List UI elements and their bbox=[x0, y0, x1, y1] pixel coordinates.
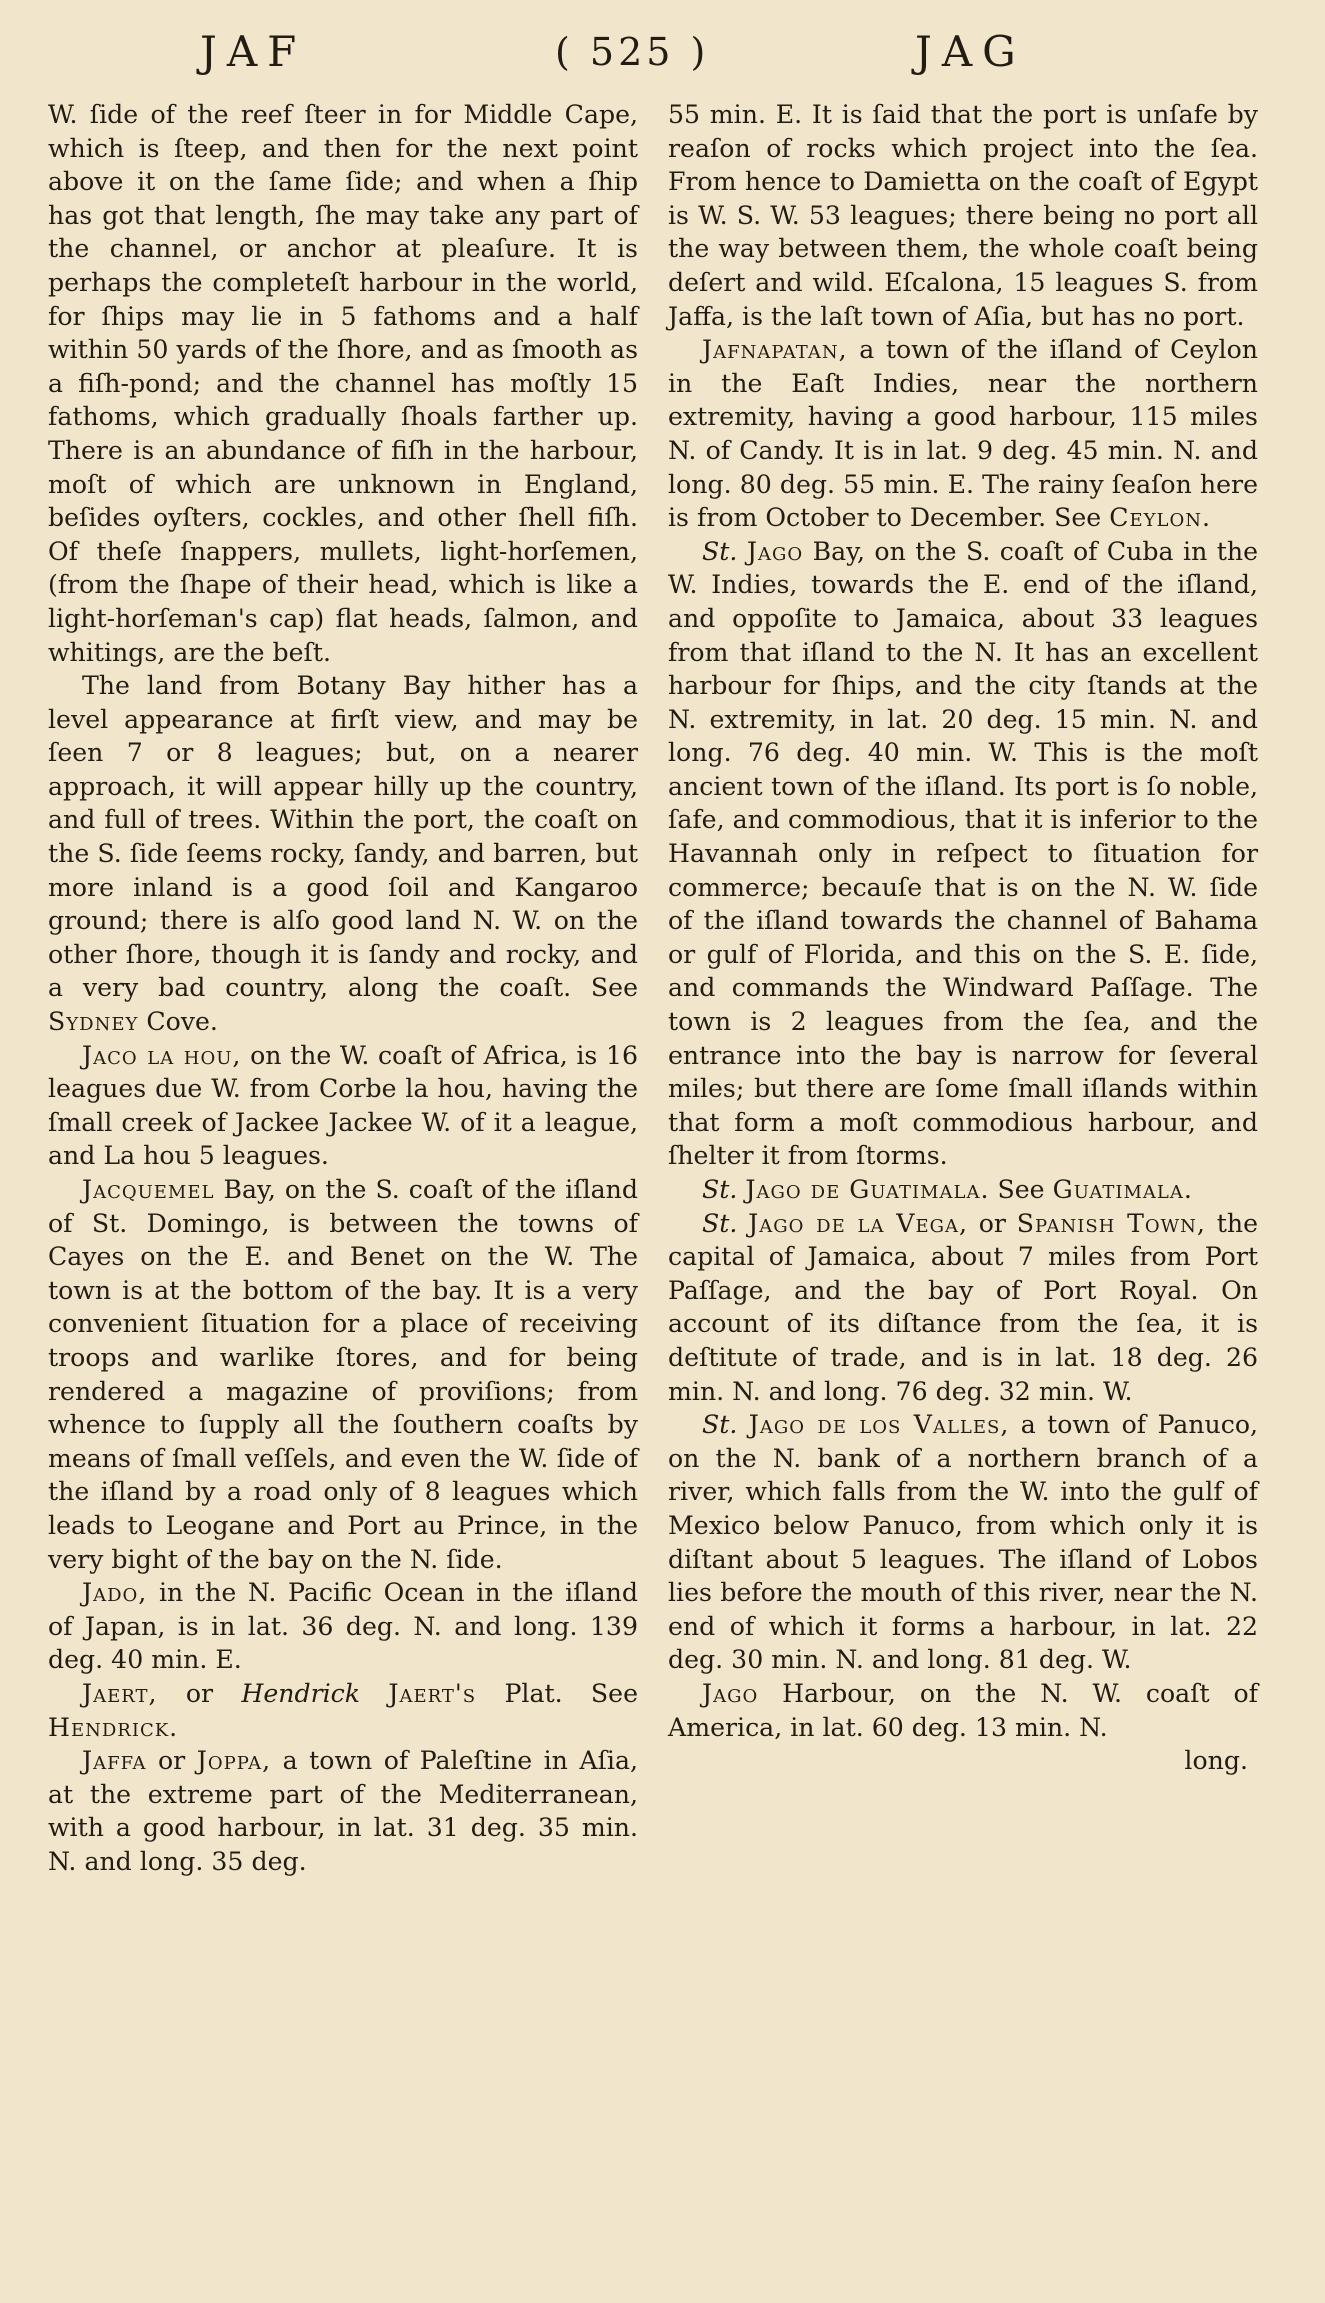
entry-text: or bbox=[185, 1678, 214, 1708]
entry-text: on the W. coaſt of Africa, is 16 leagues due W. from Corbe la hou, having the ſmall creek of Jackee Jackee W. of it a league, and La hou 5 leagues. bbox=[48, 1040, 638, 1171]
entry-st-jago-bay bbox=[668, 535, 1258, 1173]
catchword: long. bbox=[1184, 1746, 1248, 1776]
saint-prefix: St. bbox=[702, 536, 738, 566]
entry-jado bbox=[48, 1576, 638, 1677]
entry-jafnapatan bbox=[668, 333, 1258, 535]
headword: Spanish Town, bbox=[1016, 1208, 1206, 1238]
headword: Jaert's bbox=[388, 1678, 477, 1708]
headword: Jago de Guatimala. bbox=[745, 1175, 990, 1204]
entry-st-jago-de-los-valles bbox=[668, 1408, 1258, 1677]
headword: Jafnapatan, bbox=[702, 335, 848, 365]
headword: Jago de la Vega, bbox=[748, 1208, 968, 1238]
saint-prefix: St. bbox=[702, 1208, 738, 1238]
headword: Jaffa bbox=[82, 1746, 147, 1776]
entry-text: Bay, on the S. coaſt of Cuba in the W. Indies, towards the E. end of the iſland, and oppoſite to Jamaica, about 33 leagues from that iſland to the N. It has an excellent harbour for ſhips, and the city ſtands at the N. extremity, in lat. 20 deg. 15 min. N. and long. 76 deg. 40 min. W. This is the moſt ancient town of the iſland. Its port is ſo noble, ſafe, and commodious, that it is inferior to the Havannah only in reſpect to ſituation for commerce; becauſe that is on the N. W. ſide of the iſland towards the channel of Bahama or gulf of Florida, and this on the S. E. ſide, and commands the Windward Paſſage. The town is 2 leagues from the ſea, and the entrance into the bay is narrow for ſeveral miles; but there are ſome ſmall iſlands within that form a moſt commodious harbour, and ſhelter it from ſtorms. bbox=[668, 536, 1259, 1171]
entry-text: The land from Botany Bay hither has a level appearance at firſt view, and may be ſeen 7 or 8 leagues; but, on a nearer approach, it will appear hilly up the country, and full of trees. Within the port, the coaſt on the S. ſide ſeems rocky, ſandy, and barren, but more inland is a good ſoil and Kangaroo ground; there is alſo good land N. W. on the other ſhore, though it is ſandy and rocky, and a very bad country, along the coaſt. See bbox=[48, 671, 638, 1003]
headword: Joppa, bbox=[196, 1746, 272, 1776]
entry-text: See bbox=[997, 1175, 1045, 1204]
entry-text: or bbox=[978, 1208, 1006, 1238]
entry-text: in the N. Pacific Ocean in the iſland of Japan, is in lat. 36 deg. N. and long. 139 deg. 40 min. E. bbox=[48, 1578, 638, 1675]
running-header bbox=[0, 22, 1325, 82]
saint-prefix: St. bbox=[702, 1175, 738, 1204]
headword: Jaert, bbox=[82, 1678, 158, 1708]
cross-reference: Ceylon. bbox=[1109, 503, 1211, 533]
header-left-guideword: JAF bbox=[200, 27, 307, 76]
cross-reference: Guatimala. bbox=[1052, 1175, 1193, 1204]
headword: Jago bbox=[702, 1678, 759, 1708]
cross-reference: Hendrick. bbox=[48, 1712, 179, 1742]
page-number: ( 525 ) bbox=[555, 30, 710, 74]
entry-text: a town of the iſland of Ceylon in the Eaſt Indies, near the northern extremity, having a good harbour, 115 miles N. of Candy. It is in lat. 9 deg. 45 min. N. and long. 80 deg. 55 min. E. The rainy ſeaſon here is from October to December. See bbox=[668, 335, 1258, 533]
entry-jaco-la-hou bbox=[48, 1039, 638, 1173]
headword: Jago de los Valles, bbox=[748, 1410, 1010, 1440]
entry-text: Cove. bbox=[146, 1007, 218, 1037]
entry-text: the capital of Jamaica, about 7 miles from Port Paſſage, and the bay of Port Royal. On account of its diſtance from the ſea, it is deſtitute of trade, and is in lat. 18 deg. 26 min. N. and long. 76 deg. 32 min. W. bbox=[668, 1208, 1258, 1406]
entry-continuation bbox=[668, 98, 1258, 333]
entry-text: a town of Panuco, on the N. bank of a northern branch of a river, which falls from the W. into the gulf of Mexico below Panuco, from which only it is diſtant about 5 leagues. The iſland of Lobos lies before the mouth of this river, near the N. end of which it forms a harbour, in lat. 22 deg. 30 min. N. and long. 81 deg. W. bbox=[668, 1410, 1258, 1675]
entry-text: W. ſide of the reef ſteer in for Middle Cape, which is ſteep, and then for the next point above it on the ſame ſide; and when a ſhip has got that length, ſhe may take any part of the channel, or anchor at pleaſure. It is perhaps the completeſt harbour in the world, for ſhips may lie in 5 fathoms and a half within 50 yards of the ſhore, and as ſmooth as a fiſh-pond; and the channel has moſtly 15 fathoms, which gradually ſhoals farther up. There is an abundance of fiſh in the harbour, moſt of which are unknown in England, beſides oyſters, cockles, and other ſhell fiſh. Of theſe ſnappers, mullets, light-horſemen, (from the ſhape of their head, which is like a light-horſeman's cap) flat heads, ſalmon, and whitings, are the beſt. bbox=[48, 100, 638, 667]
entry-paragraph bbox=[48, 669, 638, 1039]
italic-name: Hendrick bbox=[241, 1678, 361, 1708]
left-column bbox=[48, 98, 638, 1878]
entry-jaert bbox=[48, 1677, 638, 1744]
right-column bbox=[668, 98, 1258, 1778]
entry-jago-harbour bbox=[668, 1677, 1258, 1744]
saint-prefix: St. bbox=[702, 1410, 738, 1440]
entry-continuation bbox=[48, 98, 638, 669]
entry-text: Plat. See bbox=[504, 1678, 638, 1708]
entry-text: Harbour, on the N. W. coaſt of America, in lat. 60 deg. 13 min. N. bbox=[668, 1678, 1258, 1742]
entry-text: or bbox=[158, 1746, 186, 1776]
headword: Jacquemel bbox=[82, 1175, 215, 1204]
entry-text: a town of Paleſtine in Aſia, at the extreme part of the Mediterranean, with a good harbour, in lat. 31 deg. 35 min. N. and long. 35 deg. bbox=[48, 1746, 638, 1876]
entry-jaffa bbox=[48, 1744, 638, 1878]
entry-jacquemel bbox=[48, 1173, 638, 1576]
header-right-guideword: JAG bbox=[915, 27, 1026, 76]
entry-text: 55 min. E. It is ſaid that the port is unſafe by reaſon of rocks which project into the ſea. From hence to Damietta on the coaſt of Egypt is W. S. W. 53 leagues; there being no port all the way between them, the whole coaſt being deſert and wild. Eſcalona, 15 leagues S. from Jaffa, is the laſt town of Aſia, but has no port. bbox=[668, 100, 1258, 331]
cross-reference: Sydney bbox=[48, 1007, 139, 1037]
headword: Jado, bbox=[82, 1578, 148, 1608]
headword: Jaco la hou, bbox=[82, 1040, 242, 1070]
entry-text: Bay, on the S. coaſt of the iſland of St. Domingo, is between the towns of Cayes on the E. and Benet on the W. The town is at the bottom of the bay. It is a very convenient ſituation for a place of receiving troops and warlike ſtores, and for being rendered a magazine of proviſions; from whence to ſupply all the ſouthern coaſts by means of ſmall veſſels, and even the W. ſide of the iſland by a road only of 8 leagues which leads to Leogane and Port au Prince, in the very bight of the bay on the N. ſide. bbox=[48, 1175, 638, 1574]
entry-st-jago-de-la-vega bbox=[668, 1207, 1258, 1409]
headword: Jago bbox=[746, 536, 804, 566]
entry-st-jago-de-guatimala bbox=[668, 1173, 1258, 1207]
